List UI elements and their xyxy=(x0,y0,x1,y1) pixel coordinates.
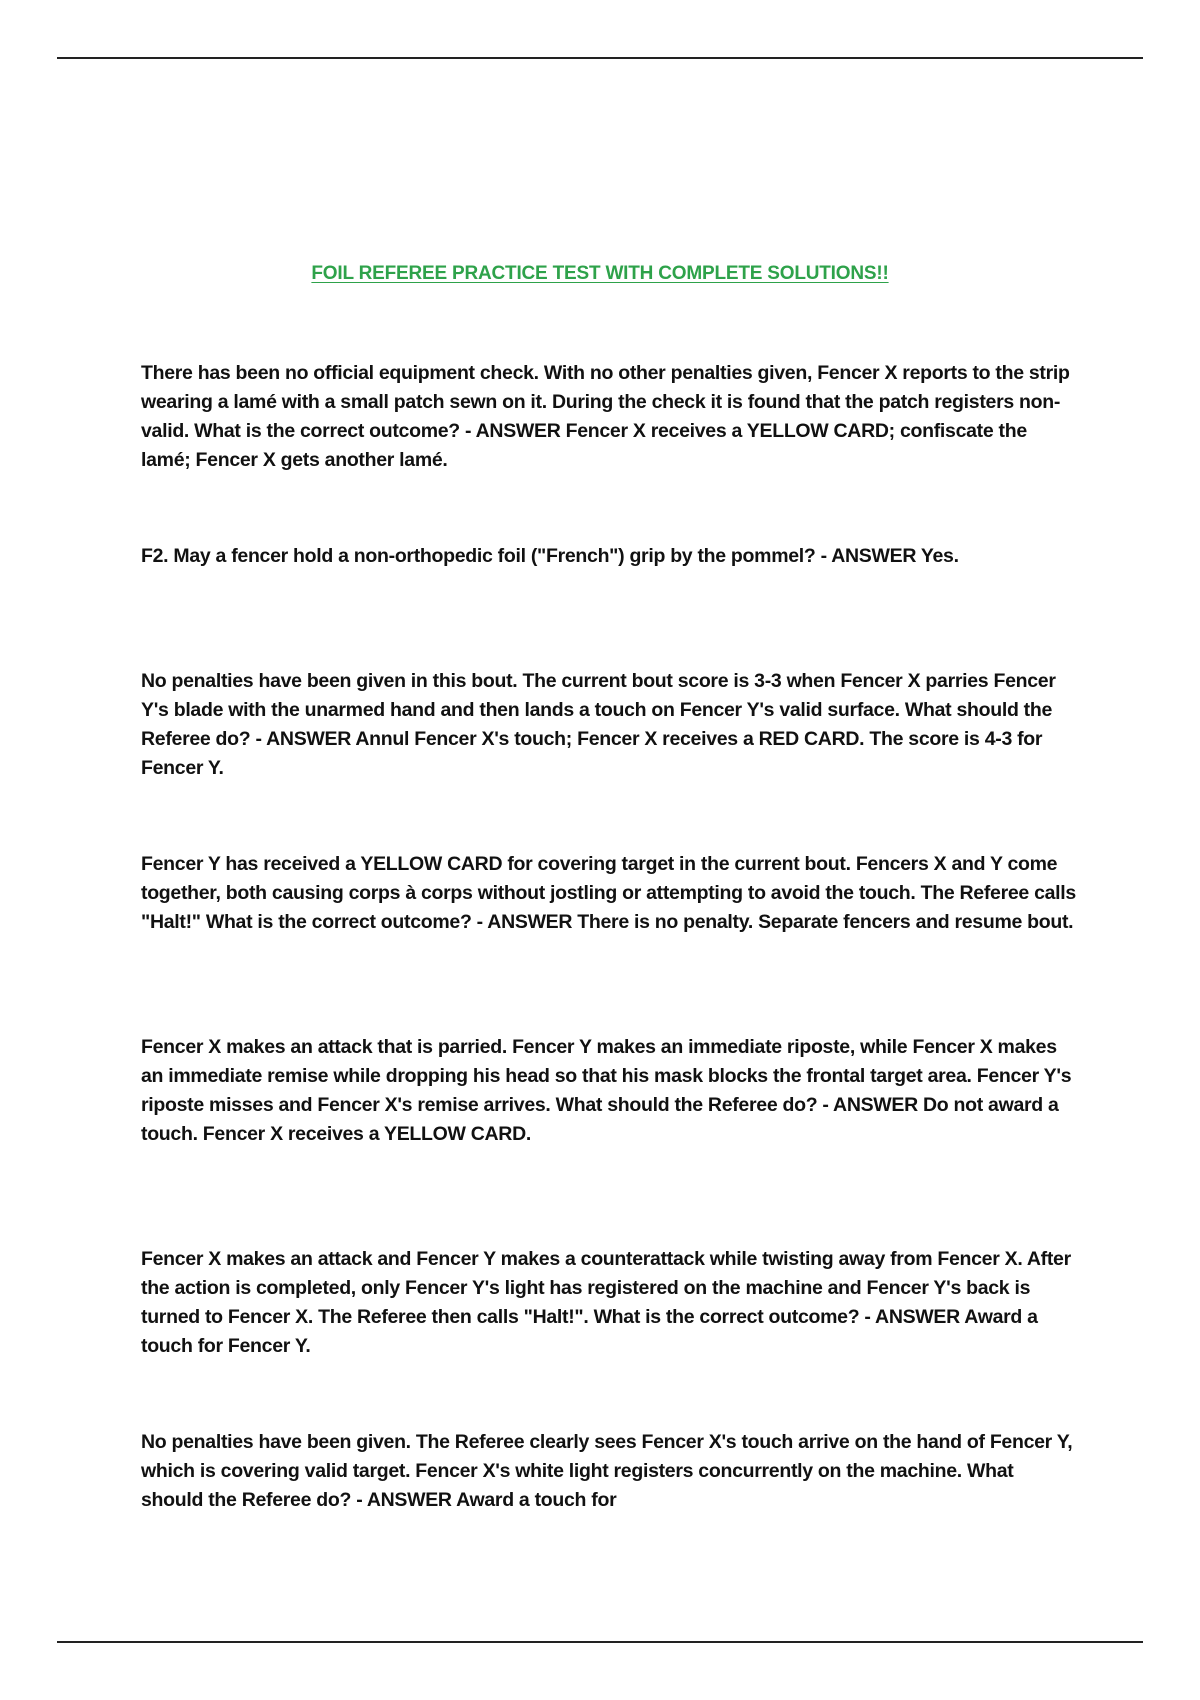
qa-item-7 xyxy=(141,1428,1076,1515)
question-text: No penalties have been given. The Referee clearly sees Fencer X's touch arrive on the hand of Fencer Y, which is covering valid target. Fencer X's white light registers concurrently on the machine. What should the Referee do? - xyxy=(141,1431,1073,1511)
question-text: Fencer Y has received a YELLOW CARD for covering target in the current bout. Fencers X and Y come together, both causing corps à corps without jostling or attempting to avoid the touch. The Referee calls "Halt!" What is the correct outcome? - xyxy=(141,853,1076,933)
question-text: There has been no official equipment check. With no other penalties given, Fencer X reports to the strip wearing a lamé with a small patch sewn on it. During the check it is found that the patch registers non-valid. What is the correct outcome? - xyxy=(141,362,1070,442)
qa-item-2 xyxy=(141,542,1076,571)
qa-item-5 xyxy=(141,1033,1076,1149)
answer-text: ANSWER Fencer X receives a YELLOW CARD; confiscate the lamé; Fencer X gets another lamé. xyxy=(141,420,1027,471)
answer-text: ANSWER Annul Fencer X's touch; Fencer X receives a RED CARD. The score is 4-3 for Fencer Y. xyxy=(141,728,1043,779)
qa-item-4 xyxy=(141,850,1076,937)
question-text: Fencer X makes an attack that is parried. Fencer Y makes an immediate riposte, while Fencer X makes an immediate remise while dropping his head so that his mask blocks the frontal target area. Fencer Y's riposte misses and Fencer X's remise arrives. What should the Referee do? - xyxy=(141,1036,1072,1116)
answer-text: ANSWER There is no penalty. Separate fencers and resume bout. xyxy=(487,911,1074,933)
answer-text: ANSWER Do not award a touch. Fencer X receives a YELLOW CARD. xyxy=(141,1094,1059,1145)
answer-text: ANSWER Award a touch for Fencer Y. xyxy=(141,1306,1038,1357)
question-text: No penalties have been given in this bout. The current bout score is 3-3 when Fencer X parries Fencer Y's blade with the unarmed hand and then lands a touch on Fencer Y's valid surface. What should the Referee do? - xyxy=(141,670,1056,750)
bottom-rule xyxy=(57,1641,1143,1643)
question-text: F2. May a fencer hold a non-orthopedic foil ("French") grip by the pommel? - xyxy=(141,545,827,567)
answer-text: ANSWER Yes. xyxy=(831,545,959,567)
question-text: Fencer X makes an attack and Fencer Y makes a counterattack while twisting away from Fencer X. After the action is completed, only Fencer Y's light has registered on the machine and Fencer Y's back is turned to Fencer X. The Referee then calls "Halt!". What is the correct outcome? - xyxy=(141,1248,1071,1328)
qa-item-1 xyxy=(141,359,1076,475)
answer-text: ANSWER Award a touch for xyxy=(366,1489,617,1511)
top-rule xyxy=(57,57,1143,59)
document-title: FOIL REFEREE PRACTICE TEST WITH COMPLETE SOLUTIONS!! xyxy=(311,263,889,284)
qa-item-6 xyxy=(141,1245,1076,1361)
qa-item-3 xyxy=(141,667,1076,783)
